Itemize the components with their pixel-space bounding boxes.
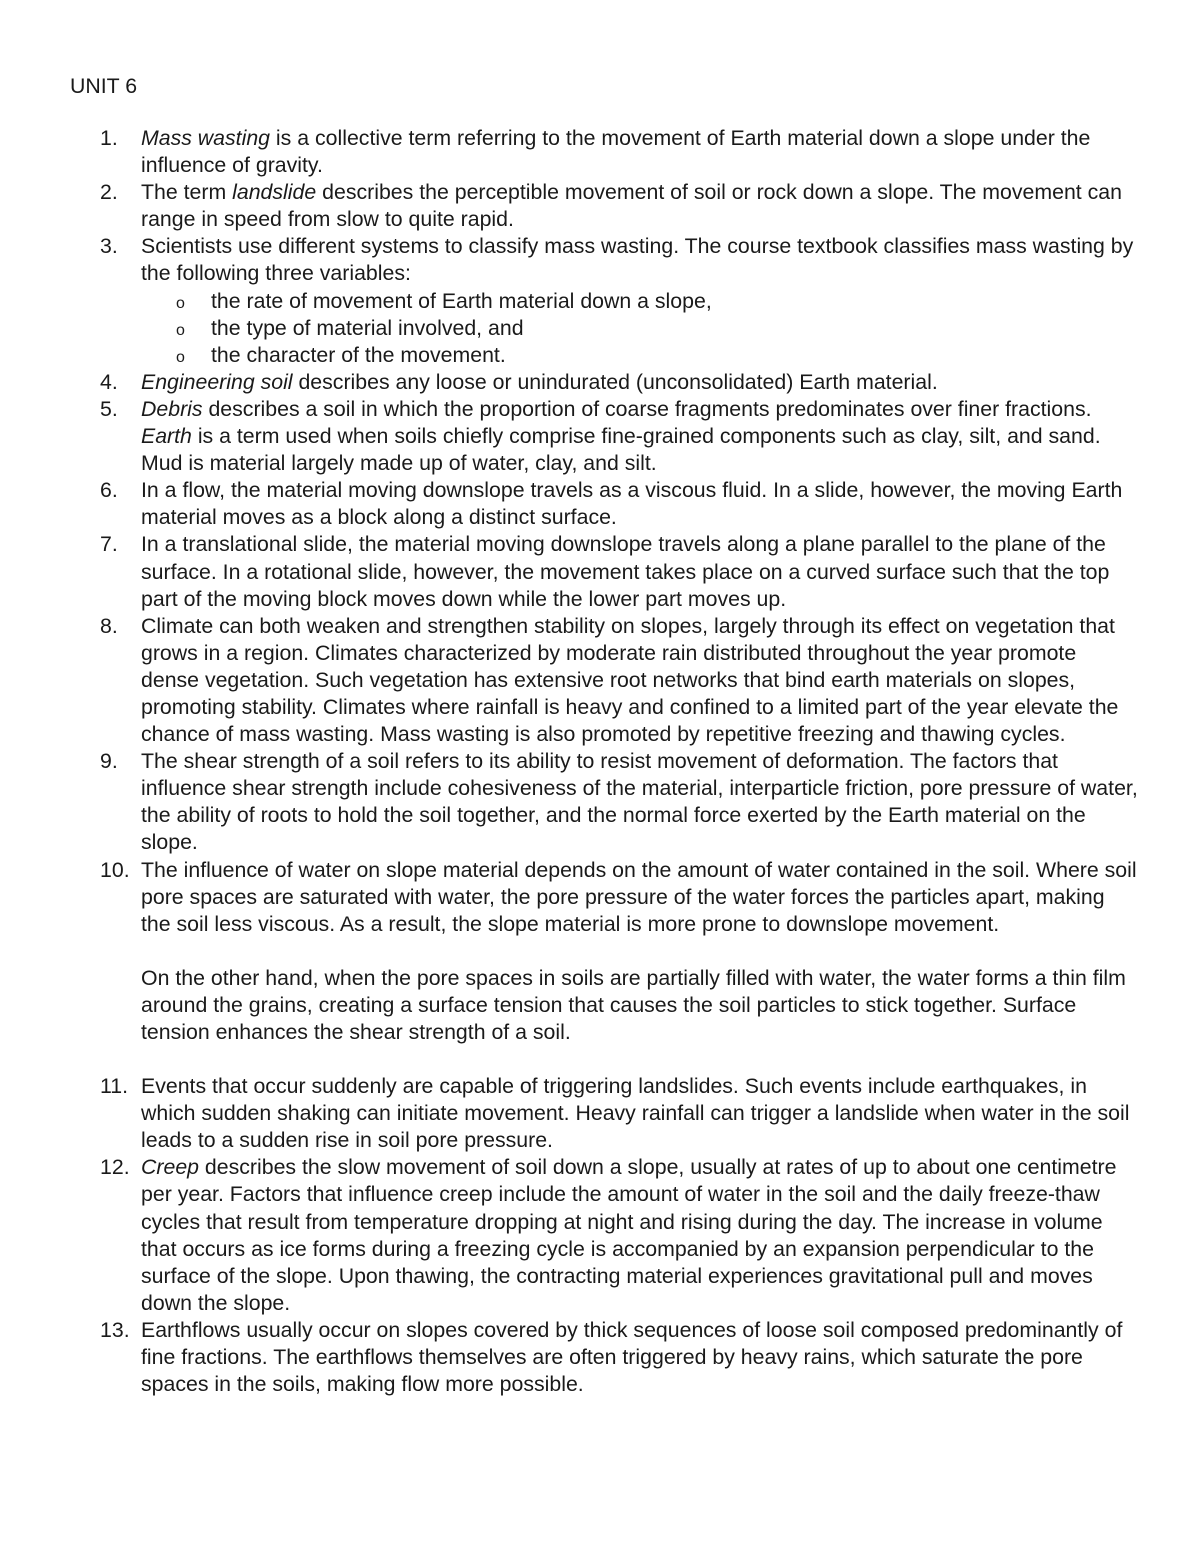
item-text: describes a soil in which the proportion of coarse fragments predominates over finer fractions. [202,396,1092,421]
item-text: The shear strength of a soil refers to its ability to resist movement of deformation. The factors that influence shear strength include cohesiveness of the material, interparticle friction, pore pressure of water, the ability of roots to hold the soil together, and the normal force exerted by the Earth material on the slope. [141,749,1138,855]
bullet-marker: o [176,294,185,312]
item-emphasis: Mass wasting [141,126,271,150]
item-text: On the other hand, when the pore spaces in soils are partially filled with water, the water forms a thin film around the grains, creating a surface tension that causes the soil particles to stick together. Surface tension enhances the shear strength of a soil. [141,965,1126,1044]
list-item [0,531,1200,612]
bullet-marker: o [176,321,185,339]
list-item-continuation [0,965,1200,1046]
item-emphasis: Debris [141,396,203,421]
item-text: describes the slow movement of soil down a slope, usually at rates of up to about one centimetre per year. Factors that influence creep include the amount of water in the soil and the daily freeze-thaw cycles that result from temperature dropping at night and rising during the day. The increase in volume that occurs as ice forms during a freezing cycle is accompanied by an expansion perpendicular to the surface of the slope. Upon thawing, the contracting material experiences gravitational pull and moves down the slope. [141,1155,1117,1315]
sub-bullet [0,342,1200,369]
list-item [0,748,1200,856]
bullet-text: the type of material involved, and [211,315,524,340]
item-number: 9. [100,749,118,774]
item-number: 12. [100,1155,130,1180]
item-emphasis: Creep [141,1155,200,1180]
sub-bullet [0,315,1200,342]
bullet-text: the character of the movement. [211,342,506,367]
list-item [0,857,1200,938]
item-text: Climate can both weaken and strengthen stability on slopes, largely through its effect on vegetation that grows in a region. Climates characterized by moderate rain distributed throughout the year promote dense vegetation. Such vegetation has extensive root networks that bind earth materials on slopes, promoting stability. Climates where rainfall is heavy and confined to a limited part of the year elevate the chance of mass wasting. Mass wasting is also promoted by repetitive freezing and thawing cycles. [141,613,1119,747]
item-emphasis: Engineering soil [141,369,293,394]
item-emphasis: landslide [232,180,317,205]
item-text: The influence of water on slope material depends on the amount of water contained in the soil. Where soil pore spaces are saturated with water, the pore pressure of the water forces the particles apart, making the soil less viscous. As a result, the slope material is more prone to downslope movement. [141,857,1137,936]
item-number: 13. [100,1317,130,1342]
item-number: 1. [100,126,118,150]
list-item [0,369,1200,396]
item-number: 11. [100,1074,129,1099]
bullet-marker: o [176,348,185,366]
item-text: describes the perceptible movement of soil or rock down a slope. The movement can range in speed from slow to quite rapid. [141,180,1122,232]
list-item [0,1317,1200,1398]
list-item [0,1154,1200,1317]
item-text: Earthflows usually occur on slopes covered by thick sequences of loose soil composed predominantly of fine fractions. The earthflows themselves are often triggered by heavy rains, which saturate the pore spaces in the soils, making flow more possible. [141,1317,1123,1397]
item-text: Events that occur suddenly are capable of triggering landslides. Such events include earthquakes, in which sudden shaking can initiate movement. Heavy rainfall can trigger a landslide when water in the soil leads to a sudden rise in soil pore pressure. [141,1074,1130,1153]
item-number: 3. [100,234,118,259]
list-item [0,613,1200,748]
page-title: UNIT 6 [70,74,138,98]
item-number: 7. [100,532,118,557]
item-number: 6. [100,478,118,503]
item-text: Scientists use different systems to classify mass wasting. The course textbook classifies mass wasting by the following three variables: [141,234,1134,286]
item-number: 5. [100,396,118,421]
item-emphasis-2: Earth [141,424,192,449]
bullet-text: the rate of movement of Earth material down a slope, [211,288,712,313]
item-text-2: is a term used when soils chiefly comprise fine-grained components such as clay, silt, and sand. Mud is material largely made up of water, clay, and silt. [141,424,1101,476]
item-number: 4. [100,369,118,394]
list-item [0,125,1200,179]
paragraph-gap [0,1046,1200,1073]
item-text-pre: The term [141,180,233,205]
item-text: In a flow, the material moving downslope travels as a viscous fluid. In a slide, however, the moving Earth material moves as a block along a distinct surface. [141,478,1123,530]
numbered-list [0,125,1200,1398]
list-item [0,233,1200,287]
paragraph-gap [0,938,1200,965]
item-number: 10. [100,857,130,882]
item-number: 8. [100,613,118,638]
sub-bullet [0,288,1200,315]
list-item [0,179,1200,233]
item-text: describes any loose or unindurated (unconsolidated) Earth material. [292,369,938,394]
item-number: 2. [100,180,118,205]
list-item [0,396,1200,477]
item-text: In a translational slide, the material moving downslope travels along a plane parallel to the plane of the surface. In a rotational slide, however, the movement takes place on a curved surface such that the top part of the moving block moves down while the lower part moves up. [141,532,1110,611]
list-item [0,477,1200,531]
item-text: is a collective term referring to the movement of Earth material down a slope under the influence of gravity. [141,126,1091,178]
list-item [0,1073,1200,1154]
